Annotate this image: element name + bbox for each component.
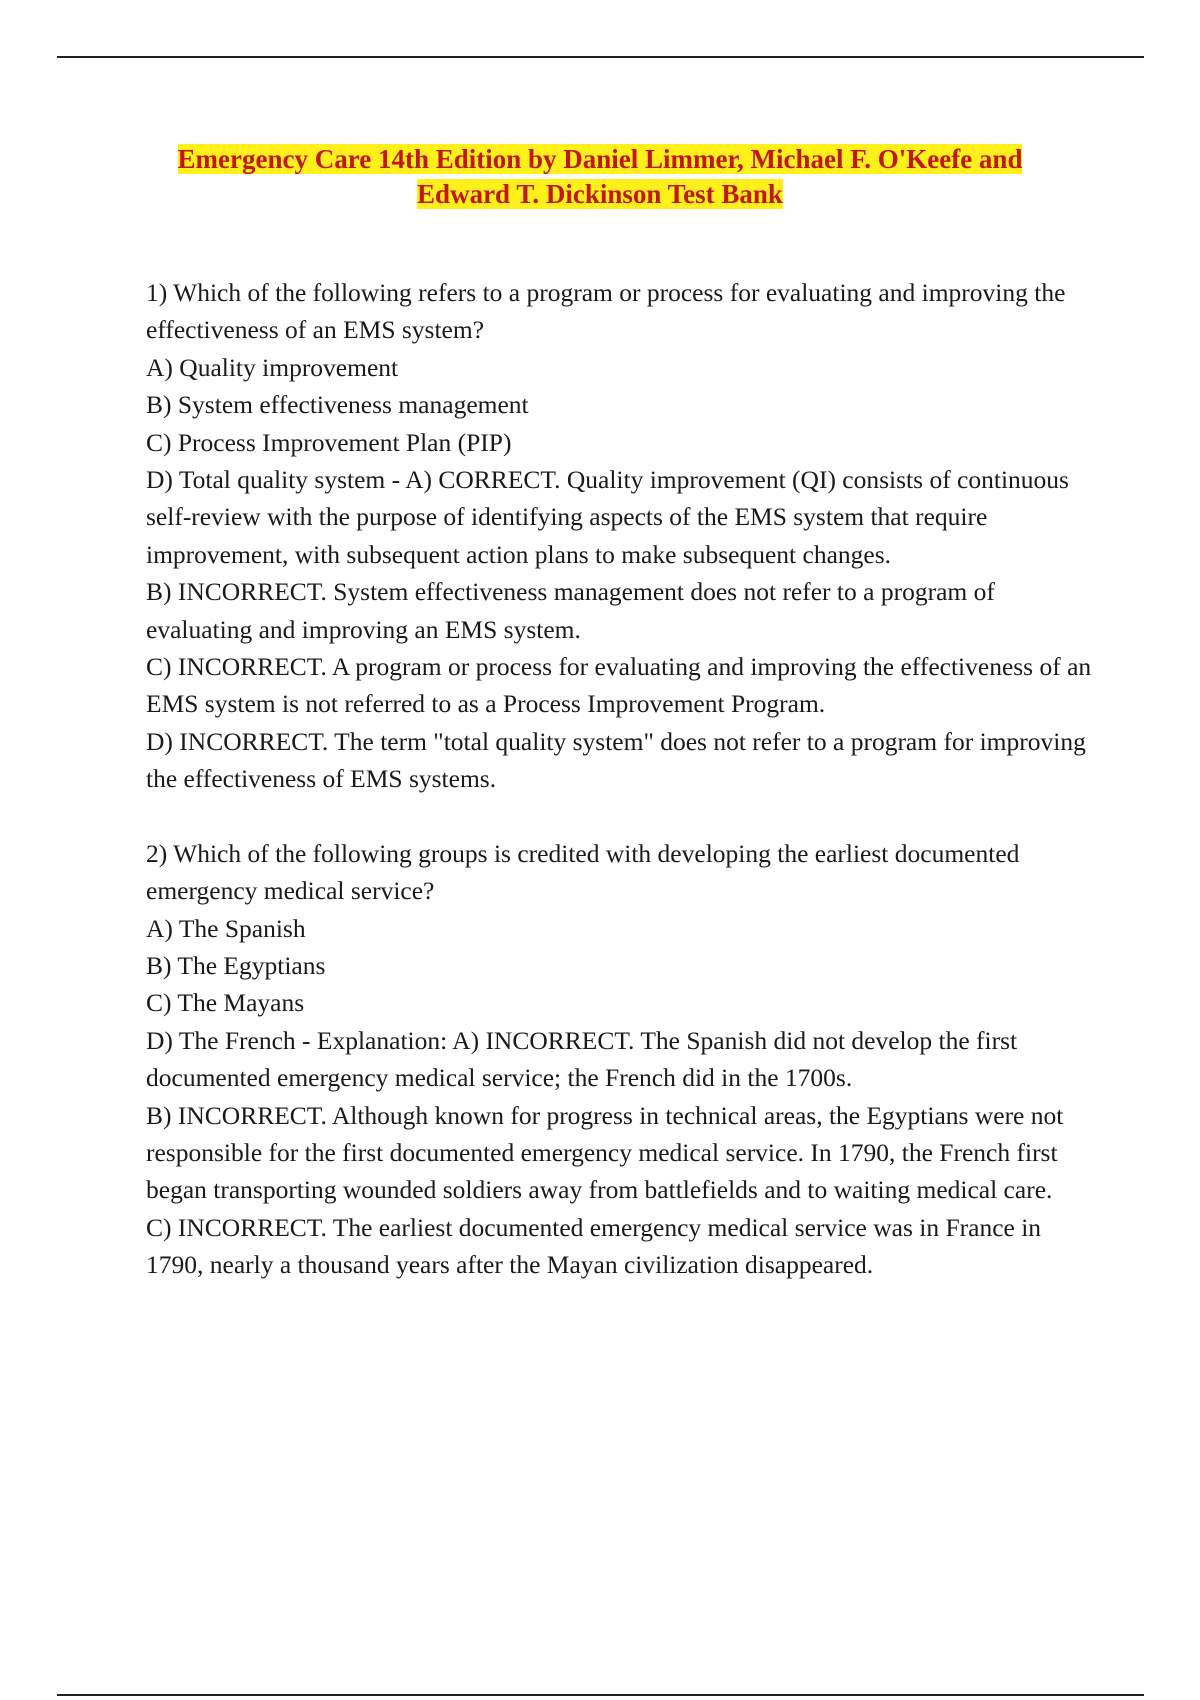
document-title-line-2: Edward T. Dickinson Test Bank xyxy=(417,179,783,209)
question-stem: 2) Which of the following groups is credited with developing the earliest documented emergency medical service? xyxy=(146,838,1020,906)
answer-option-d-with-explanation: D) The French - Explanation: A) INCORRECT. The Spanish did not develop the first documented emergency medical service; the French did in the 1700s. xyxy=(146,1025,1018,1093)
top-divider xyxy=(57,56,1144,58)
question-1 xyxy=(146,274,1096,798)
answer-option-c: C) Process Improvement Plan (PIP) xyxy=(146,427,512,457)
answer-option-c: C) The Mayans xyxy=(146,988,305,1018)
explanation-c: C) INCORRECT. A program or process for evaluating and improving the effectiveness of an EMS system is not referred to as a Process Improvement Program. xyxy=(146,652,1092,719)
question-stem: 1) Which of the following refers to a program or process for evaluating and improving the effectiveness of an EMS system? xyxy=(146,278,1066,345)
explanation-c: C) INCORRECT. The earliest documented emergency medical service was in France in 1790, nearly a thousand years after the Mayan civilization disappeared. xyxy=(146,1212,1042,1280)
answer-option-b: B) The Egyptians xyxy=(146,950,326,980)
question-2 xyxy=(146,835,1096,1284)
answer-option-a: A) The Spanish xyxy=(146,913,306,943)
bottom-divider xyxy=(57,1694,1144,1696)
answer-option-a: A) Quality improvement xyxy=(146,352,399,382)
document-title xyxy=(120,142,1080,212)
explanation-d: D) INCORRECT. The term "total quality system" does not refer to a program for improving the effectiveness of EMS systems. xyxy=(146,726,1086,794)
explanation-b: B) INCORRECT. Although known for progress in technical areas, the Egyptians were not responsible for the first documented emergency medical service. In 1790, the French first began transporting wounded soldiers away from battlefields and to waiting medical care. xyxy=(146,1100,1064,1205)
answer-option-d-with-explanation: D) Total quality system - A) CORRECT. Quality improvement (QI) consists of continuous self-review with the purpose of identifying aspects of the EMS system that require improvement, with subsequent action plans to make subsequent changes. xyxy=(146,465,1069,569)
question-list xyxy=(146,274,1096,1321)
answer-option-b: B) System effectiveness management xyxy=(146,390,529,420)
document-title-line-1: Emergency Care 14th Edition by Daniel Limmer, Michael F. O'Keefe and xyxy=(177,144,1023,174)
explanation-b: B) INCORRECT. System effectiveness management does not refer to a program of evaluating and improving an EMS system. xyxy=(146,577,995,644)
